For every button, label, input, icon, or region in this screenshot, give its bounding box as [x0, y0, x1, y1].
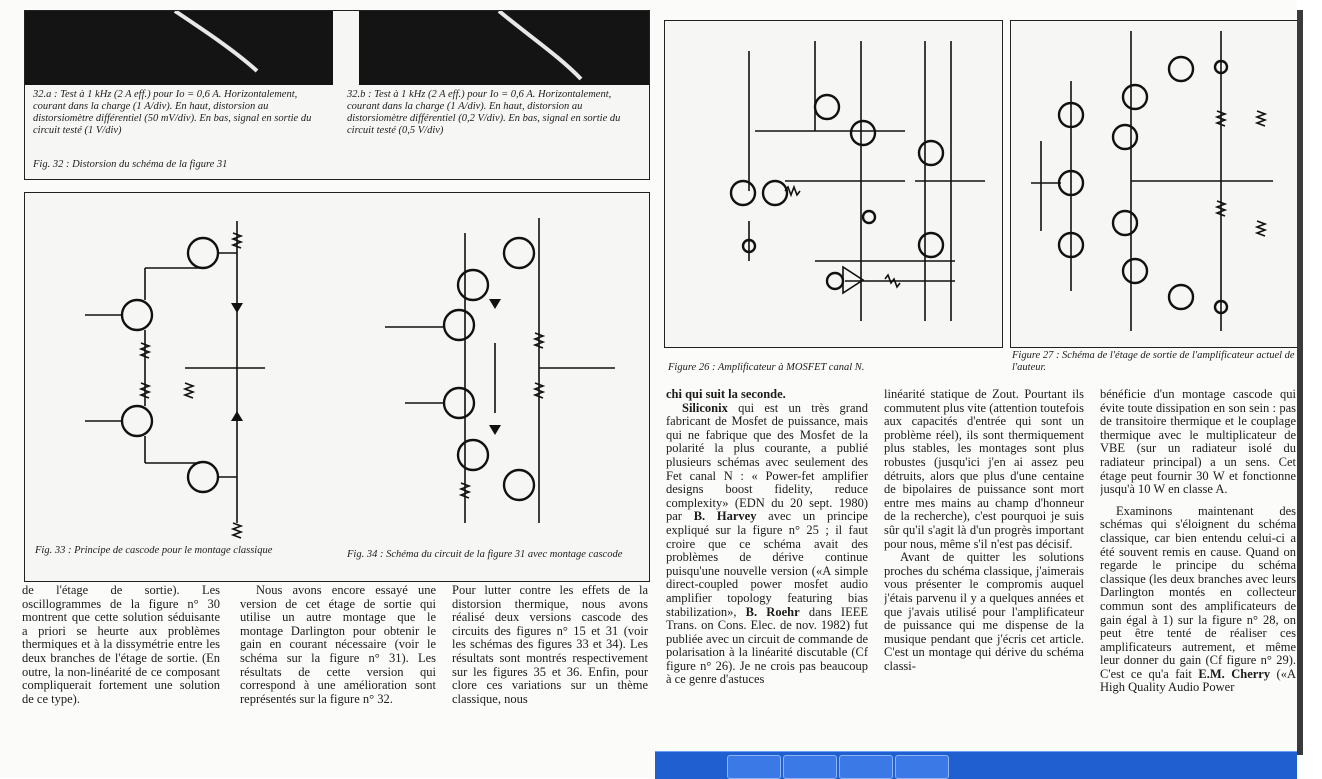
lead-bold: chi qui suit la seconde.: [666, 388, 786, 401]
figure-33-34-frame: [24, 192, 650, 582]
oscillogram-32a: [25, 11, 333, 85]
lead-line: [666, 388, 868, 402]
paragraph: Nous avons encore essayé une version de cet étage de sortie qui utilise un autre montage que le montage Darlington pour obtenir le gain en courant nécessaire (voir le schéma sur la figure n° 31). Les résultats de cette version qui correspond à une amélioration sont représentés sur la figure n° 32.: [240, 584, 436, 706]
paragraph: linéarité statique de Zout. Pourtant ils commutent plus vite (attention toutefois aux capacités d'entrée qui sont un problème réel), ils sont thermiquement plus stables, les montages sont plus robustes (jusqu'ici j'en ai assez peu détruits, alors que plus d'une centaine de bipolaires de puissance sont mort entre mes mains au champ d'honneur de la recherche), c'est pourquoi je suis sûr qu'il s'agit là d'un progrès important pour nous, même s'il n'est pas décisif.: [884, 388, 1084, 551]
fig27-schematic: [1011, 21, 1298, 347]
caption-32a: 32.a : Test à 1 kHz (2 A eff.) pour Io = 0,6 A. Horizontalement, courant dans la charge (1 A/div). En haut, distorsion au distorsiomètre différentiel (50 mV/div). En bas, signal en sortie du circuit testé (1 V/div): [33, 89, 312, 136]
text-span: («A High Quality Audio Power: [1100, 666, 1296, 695]
caption-fig27: Figure 27 : Schéma de l'étage de sortie de l'amplificateur actuel de l'auteur.: [1012, 350, 1295, 373]
fig26-schematic: [665, 21, 1002, 347]
figure-32-frame: [24, 10, 650, 180]
text-span: Examinons maintenant des schémas qui s'éloignent du schéma classique, car bien entendu celui-ci a été souvent remis en cause. Quand on regarde le principe du schéma classique (les deux branches avec leurs Darlington montés en collecteur commun sont des amplificateurs de gain égal à 1) sur la figure n° 28, on peut être tenté de réaliser ces amplificateurs autrement, et même leur donner du gain (Cf figure n° 29). C'est ce qu'a fait: [1100, 503, 1296, 681]
bold-cherry: E.M. Cherry: [1198, 666, 1271, 681]
paragraph: [1100, 505, 1296, 695]
paragraph: bénéficie d'un montage cascode qui évite toute dissipation en son sein : pas de transitoire thermique et le couplage thermique avec le multiplicateur de VBE (sur un radiateur isolé du radiateur principal) a un sens. Cet étage peut fournir 30 W et fonctionne jusqu'à 10 W en classe A.: [1100, 388, 1296, 497]
paragraph: Avant de quitter les solutions proches du schéma classique, j'aimerais vous présenter le compromis auquel j'étais parvenu il y a quelques années et que j'avais utilisé pour l'amplificateur de puissance qui me dispense de la musique pendant que j'écris cet article. C'est un montage qui dérive du schéma classi-: [884, 550, 1084, 673]
text-column-2: [240, 584, 436, 736]
cascode-schematics: [25, 193, 649, 581]
text-column-4: [666, 388, 868, 750]
caption-fig32: Fig. 32 : Distorsion du schéma de la figure 31: [33, 159, 228, 170]
taskbar-button-2[interactable]: [783, 755, 837, 779]
caption-32b: 32.b : Test à 1 kHz (2 A eff.) pour Io = 0,6 A. Horizontalement, courant dans la charge (1 A/div). En haut, distorsion au distorsiomètre différentiel (0,2 V/div). En bas, signal en sortie du circuit testé (0,5 V/div): [347, 89, 621, 136]
taskbar-button-4[interactable]: [895, 755, 949, 779]
text-column-5: [884, 388, 1084, 750]
caption-fig33: Fig. 33 : Principe de cascode pour le montage classique: [35, 545, 273, 556]
text-span: dans IEEE Trans. on Cons. Elec. de nov. 1982) fut publiée avec un circuit de commande de polarisation à la linéarité discutable (Cf figure n° 26). Je ne crois pas beaucoup à ce genre d'astuces: [666, 604, 868, 687]
bold-siliconix: Siliconix: [682, 400, 728, 415]
paragraph: Pour lutter contre les effets de la distorsion thermique, nous avons réalisé deux versions cascode des circuits des figures n° 15 et 31 (voir les schémas des figures 33 et 34). Les résultats sont montrés respectivement sur les figures 35 et 36. Enfin, pour clore ces variations sur un thème classique, nous: [452, 584, 648, 706]
oscillogram-32b: [359, 11, 649, 85]
figure-26-frame: [664, 20, 1003, 348]
text-column-6: [1100, 388, 1296, 750]
scrollbar[interactable]: [1297, 0, 1322, 778]
paragraph: de l'étage de sortie). Les oscillogrammes de la figure n° 30 montrent que cette solution séduisante a priori se heurte aux problèmes thermiques et à la dissymétrie entre les deux branches de l'étage de sortie. (En outre, la non-linéarité de ce composant compliquerait fortement une solution de ce type).: [22, 584, 220, 706]
text-column-1: [22, 584, 220, 736]
fig33-schematic: [85, 221, 265, 538]
taskbar: [655, 751, 1297, 779]
bold-roehr: B. Roehr: [745, 604, 800, 619]
taskbar-button-1[interactable]: [727, 755, 781, 779]
caption-fig34: Fig. 34 : Schéma du circuit de la figure 31 avec montage cascode: [347, 549, 623, 560]
scrollbar-thumb[interactable]: [1297, 10, 1303, 755]
text-span: avec un principe expliqué sur la figure n° 25 ; il faut croire que ce schéma avait des problèmes de dérive continue puisqu'une nouvelle version («A simple direct-coupled power mosfet audio amplifier topology featuring bias stabilization»,: [666, 509, 868, 619]
paragraph: [666, 402, 868, 687]
bold-harvey: B. Harvey: [693, 509, 757, 524]
trace-32a: [25, 11, 333, 85]
figure-27-frame: [1010, 20, 1299, 348]
text-column-3: [452, 584, 648, 736]
text-span: qui est un très grand fabricant de Mosfet de puissance, mais qui ne fabrique que des Mosfet de la polarité la plus courante, a publié plusieurs schémas avec seulement des Fet canal N : « Power-fet amplifier designs boost fidelity, reduce complexity» (EDN du 20 sept. 1980) par: [666, 400, 868, 524]
trace-32b: [359, 11, 649, 85]
taskbar-button-3[interactable]: [839, 755, 893, 779]
caption-fig26: Figure 26 : Amplificateur à MOSFET canal N.: [668, 362, 865, 373]
fig34-schematic: [385, 218, 615, 523]
